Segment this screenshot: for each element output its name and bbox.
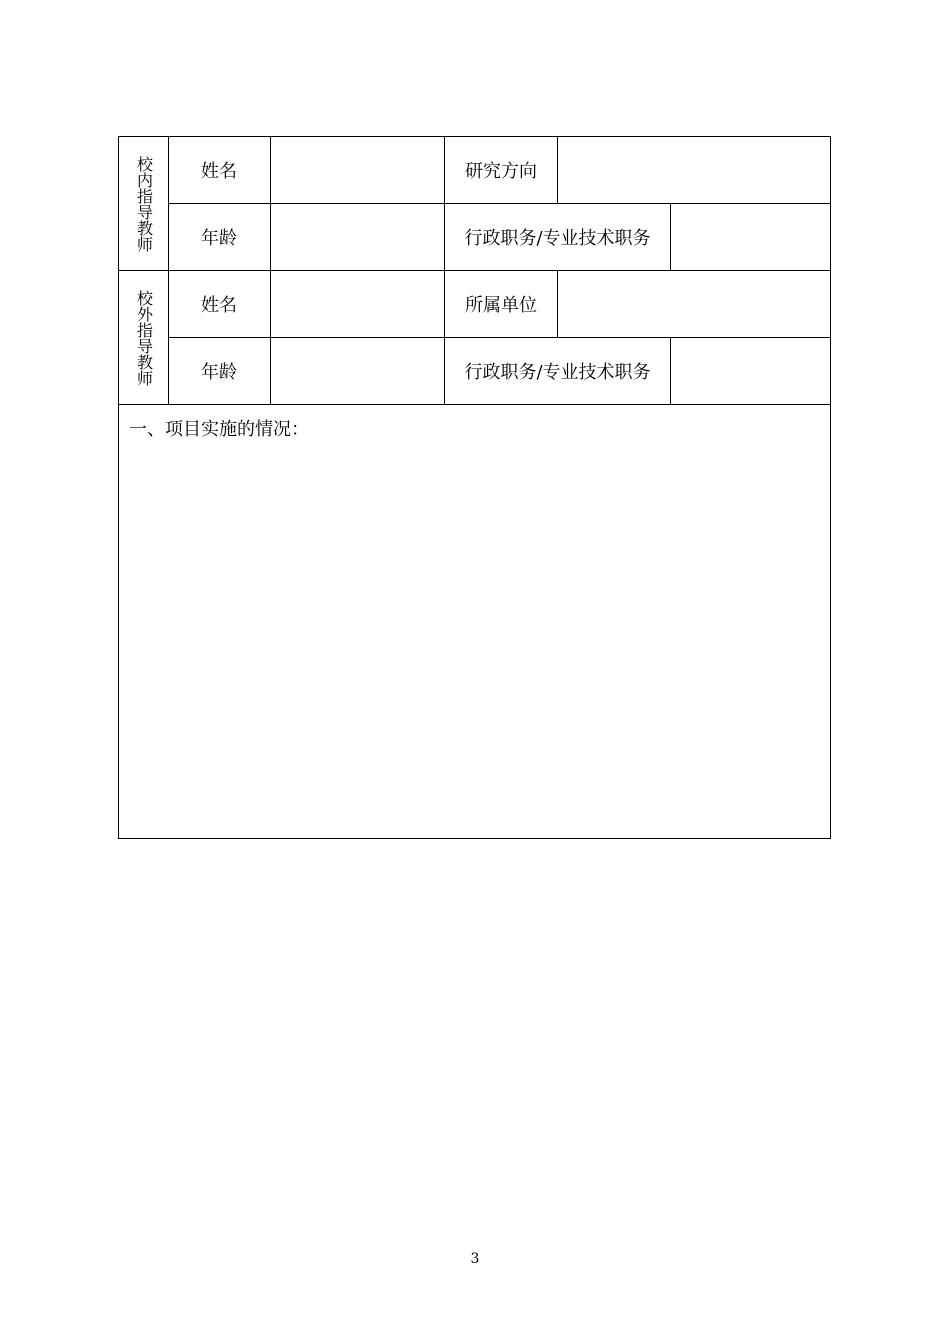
row-divider: [119, 404, 831, 405]
implementation-section-title: 一、项目实施的情况：: [129, 419, 309, 440]
internal-advisor-group-label: [119, 137, 168, 270]
advisor-form-table: [118, 136, 831, 839]
internal-advisor-label-text: 校内指导教师: [134, 155, 154, 252]
external-title-field[interactable]: [671, 338, 831, 404]
internal-title-field[interactable]: [671, 204, 831, 270]
external-title-label: 行政职务/专业技术职务: [464, 362, 651, 383]
internal-title-label: 行政职务/专业技术职务: [464, 228, 651, 249]
implementation-content-area[interactable]: [129, 443, 819, 828]
internal-research-field-label: 研究方向: [465, 161, 537, 182]
external-advisor-label-text: 校外指导教师: [134, 289, 154, 386]
internal-age-label: 年龄: [201, 228, 237, 249]
external-unit-label: 所属单位: [465, 295, 537, 316]
external-name-label: 姓名: [201, 295, 237, 316]
page-number: 3: [470, 1251, 480, 1267]
internal-age-field[interactable]: [271, 204, 444, 270]
external-name-field[interactable]: [271, 271, 444, 337]
internal-name-field[interactable]: [271, 137, 444, 203]
internal-research-field-value[interactable]: [558, 137, 831, 203]
external-age-label: 年龄: [201, 362, 237, 383]
internal-name-label: 姓名: [201, 161, 237, 182]
external-unit-field[interactable]: [558, 271, 831, 337]
external-advisor-group-label: [119, 271, 168, 404]
external-age-field[interactable]: [271, 338, 444, 404]
